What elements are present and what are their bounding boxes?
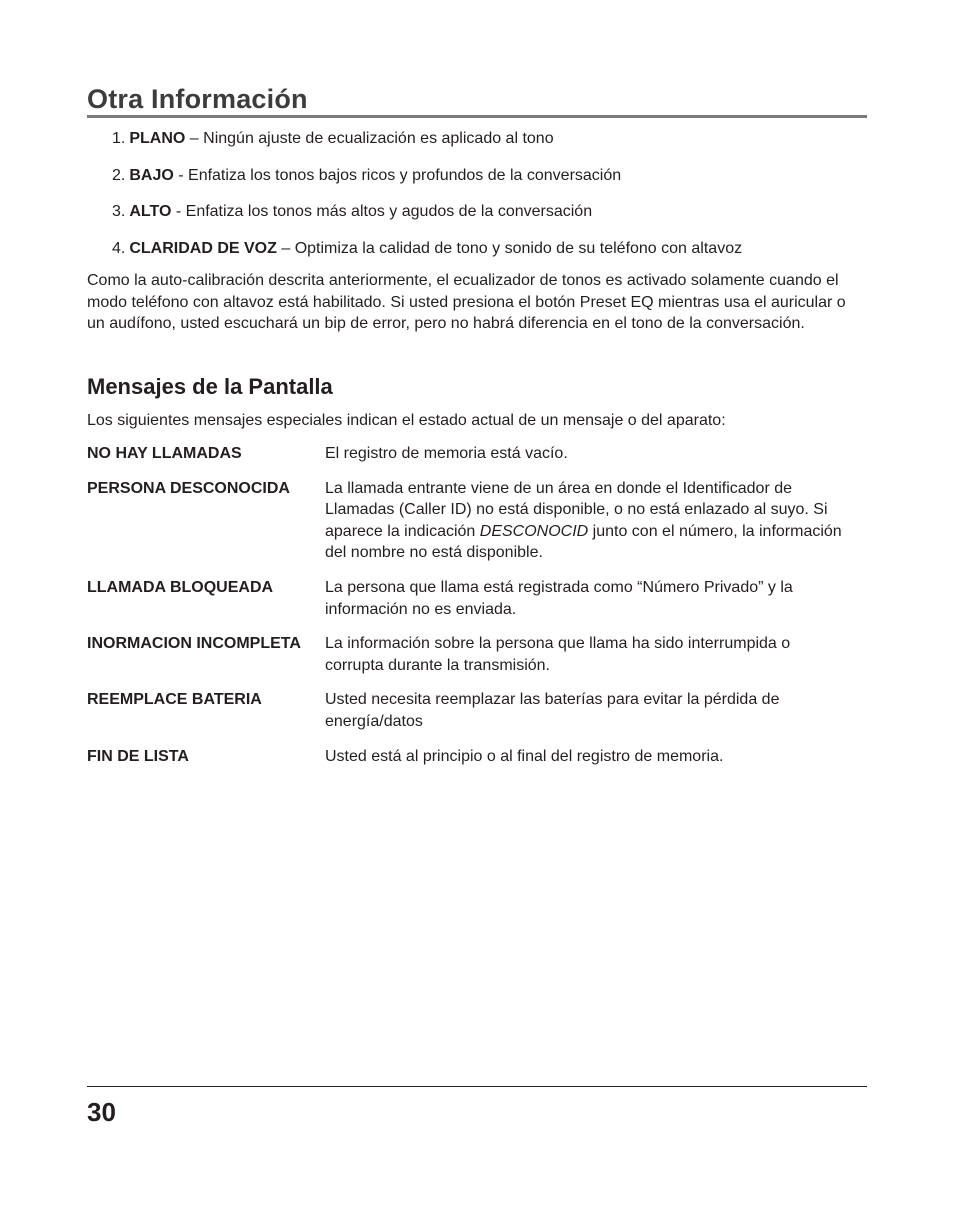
eq-description: – Ningún ajuste de ecualización es aplicado al tono [185, 130, 554, 147]
message-term: LLAMADA BLOQUEADA [87, 578, 274, 596]
eq-paragraph: Como la auto-calibración descrita anteriormente, el ecualizador de tonos es activado solamente cuando el modo teléfono con altavoz está habilitado. Si usted presiona el botón Preset EQ mientras usa el auricular o un audífono, usted escuchará un bip de error, pero no habrá diferencia en el tono de la conversación. [87, 272, 846, 333]
message-description: Usted necesita reemplazar las baterías para evitar la pérdida de energía/datos [325, 691, 780, 730]
list-number: 1. [112, 130, 126, 147]
message-term: NO HAY LLAMADAS [87, 445, 242, 462]
list-item [112, 128, 872, 150]
message-term: FIN DE LISTA [87, 747, 189, 765]
table-row [87, 443, 867, 465]
page-title: Otra Información [87, 84, 308, 114]
page-number: 30 [87, 1097, 116, 1127]
message-term: PERSONA DESCONOCIDA [87, 479, 290, 497]
section-intro: Los siguientes mensajes especiales indican el estado actual de un mensaje o del aparato: [87, 412, 726, 429]
message-italic-term: DESCONOCID [479, 522, 589, 540]
list-number: 2. [112, 166, 126, 184]
eq-description: - Enfatiza los tonos bajos ricos y profundos de la conversación [173, 166, 622, 184]
eq-description: – Optimiza la calidad de tono y sonido de su teléfono con altavoz [276, 239, 743, 257]
message-description-part: junto con el número, la información del nombre no está disponible. [325, 522, 842, 562]
eq-term: BAJO [129, 166, 174, 184]
message-description: El registro de memoria está vacío. [325, 445, 568, 462]
list-item [112, 165, 872, 187]
eq-description: - Enfatiza los tonos más altos y agudos de la conversación [171, 203, 593, 220]
title-divider [87, 115, 867, 118]
message-description: La información sobre la persona que llama ha sido interrumpida o corrupta durante la transmisión. [325, 635, 791, 674]
section-heading: Mensajes de la Pantalla [87, 374, 333, 399]
eq-term: ALTO [129, 203, 172, 220]
table-row [87, 633, 867, 676]
message-description: La persona que llama está registrada como “Número Privado” y la información no es enviada. [325, 578, 793, 618]
list-number: 4. [112, 239, 126, 257]
table-row [87, 689, 867, 732]
eq-term: PLANO [129, 130, 186, 147]
table-row [87, 478, 867, 564]
list-item [112, 201, 872, 223]
table-row [87, 577, 867, 620]
eq-term: CLARIDAD DE VOZ [129, 239, 277, 257]
message-description-part: La llamada entrante viene de un área en donde el Identificador de Llamadas (Caller ID) no está disponible, o no está enlazado al suyo. Si aparece la indicación [325, 479, 828, 540]
message-term: REEMPLACE BATERIA [87, 691, 262, 709]
list-item [112, 238, 872, 260]
list-number: 3. [112, 203, 126, 220]
footer-divider [87, 1086, 867, 1087]
message-description [325, 478, 867, 564]
table-row [87, 746, 867, 768]
display-messages-table [87, 443, 867, 780]
message-term: INORMACION INCOMPLETA [87, 635, 301, 653]
message-description: Usted está al principio o al final del registro de memoria. [325, 747, 724, 765]
eq-mode-list [112, 128, 872, 274]
